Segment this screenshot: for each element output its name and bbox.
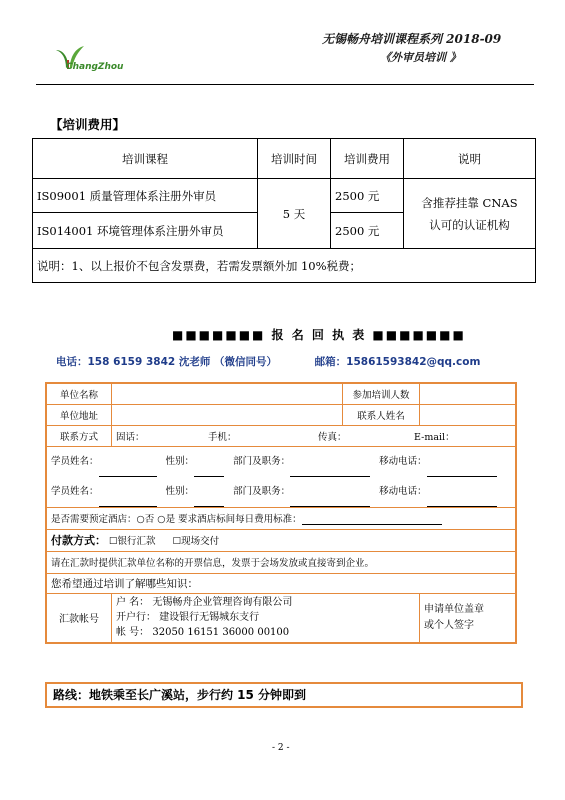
label-landline: 固话：	[116, 431, 145, 443]
account-holder: 户 名： 无锡畅舟企业管理咨询有限公司	[116, 597, 293, 609]
field-dept-1[interactable]	[290, 466, 370, 477]
label-email: E-mail：	[414, 431, 455, 443]
fee-footer-note: 说明：1、以上报价不包含发票费，若需发票额外加 10%税费；	[33, 249, 536, 283]
header-series-title: 无锡畅舟培训课程系列 2018-09	[322, 32, 502, 46]
stamp-line1: 申请单位盖章	[424, 603, 484, 615]
fee-note	[404, 179, 536, 249]
registration-title: ■■■■■■■ 报 名 回 执 表 ■■■■■■■	[172, 328, 466, 342]
field-student-name-1[interactable]	[99, 466, 157, 477]
field-gender-1[interactable]	[194, 466, 224, 477]
label-student-name: 学员姓名：	[51, 485, 99, 497]
col-duration: 培训时间	[258, 139, 331, 179]
fee-iso9001: 2500 元	[331, 179, 404, 213]
student-row-2	[51, 477, 511, 507]
logo-text: ChangZhou	[66, 62, 124, 72]
registration-contact	[56, 354, 480, 369]
label-student-name: 学员姓名：	[51, 455, 99, 467]
label-fax: 传真：	[318, 431, 347, 443]
fee-note-line1: 含推荐挂靠 CNAS	[421, 195, 518, 210]
payment-row	[46, 529, 516, 551]
stamp-line2: 或个人签字	[424, 619, 474, 631]
account-number: 帐 号： 32050 16151 36000 00100	[116, 627, 290, 639]
field-participants[interactable]	[420, 383, 517, 404]
col-note: 说明	[404, 139, 536, 179]
company-logo	[52, 38, 122, 78]
stamp-area[interactable]	[420, 593, 517, 643]
label-payment: 付款方式：	[51, 534, 106, 547]
field-gender-2[interactable]	[194, 496, 224, 507]
course-duration: 5 天	[258, 179, 331, 249]
field-unit-name[interactable]	[112, 383, 343, 404]
col-fee: 培训费用	[331, 139, 404, 179]
label-dept: 部门及职务：	[233, 455, 291, 467]
fee-note-line2: 认可的认证机构	[429, 217, 510, 232]
header-divider	[36, 84, 534, 85]
fee-section-title: 【培训费用】	[50, 117, 126, 132]
field-hotel-budget[interactable]	[302, 514, 442, 525]
field-dept-2[interactable]	[290, 496, 370, 507]
checkbox-bank-transfer[interactable]: ☐银行汇款	[109, 536, 156, 547]
hotel-row[interactable]	[46, 507, 516, 529]
route-info: 路线：地铁乘至长广溪站，步行约 15 分钟即到	[45, 682, 523, 708]
field-contact-method[interactable]	[112, 425, 517, 446]
invoice-note: 请在汇款时提供汇款单位名称的开票信息，发票于会场发放或直接寄到企业。	[46, 551, 516, 573]
label-contact-method: 联系方式	[46, 425, 112, 446]
fee-iso14001: 2500 元	[331, 213, 404, 249]
fee-table	[32, 138, 536, 283]
label-participants: 参加培训人数	[343, 383, 420, 404]
account-details	[112, 593, 420, 643]
field-contact-name[interactable]	[420, 404, 517, 425]
label-unit-name: 单位名称	[46, 383, 112, 404]
header-course-title: 《外审员培训 》	[380, 51, 461, 64]
label-account: 汇款帐号	[46, 593, 112, 643]
label-unit-address: 单位地址	[46, 404, 112, 425]
student-row-1	[51, 447, 511, 477]
label-gender: 性别：	[165, 485, 195, 497]
label-mobile: 手机：	[208, 431, 237, 443]
field-student-name-2[interactable]	[99, 496, 157, 507]
col-course: 培训课程	[33, 139, 258, 179]
registration-form	[45, 382, 517, 644]
topics-row[interactable]: 您希望通过培训了解哪些知识：	[46, 573, 516, 593]
contact-email: 邮箱：15861593842@qq.com	[314, 356, 481, 368]
students-block	[46, 446, 516, 507]
course-iso9001: IS09001 质量管理体系注册外审员	[33, 179, 258, 213]
label-mobile-phone: 移动电话：	[379, 485, 427, 497]
label-hotel: 是否需要预定酒店：○否 ○是 要求酒店标间每日费用标准：	[51, 514, 302, 525]
field-mobile-phone-2[interactable]	[427, 496, 497, 507]
course-iso14001: IS014001 环境管理体系注册外审员	[33, 213, 258, 249]
field-mobile-phone-1[interactable]	[427, 466, 497, 477]
label-mobile-phone: 移动电话：	[379, 455, 427, 467]
account-bank: 开户行： 建设银行无锡城东支行	[116, 612, 260, 624]
contact-phone: 电话：158 6159 3842 沈老师 （微信同号）	[56, 356, 277, 368]
checkbox-onsite-payment[interactable]: ☐现场交付	[172, 536, 220, 547]
field-unit-address[interactable]	[112, 404, 343, 425]
page-number: - 2 -	[272, 743, 290, 753]
label-contact-name: 联系人姓名	[343, 404, 420, 425]
label-dept: 部门及职务：	[233, 485, 291, 497]
label-gender: 性别：	[165, 455, 195, 467]
